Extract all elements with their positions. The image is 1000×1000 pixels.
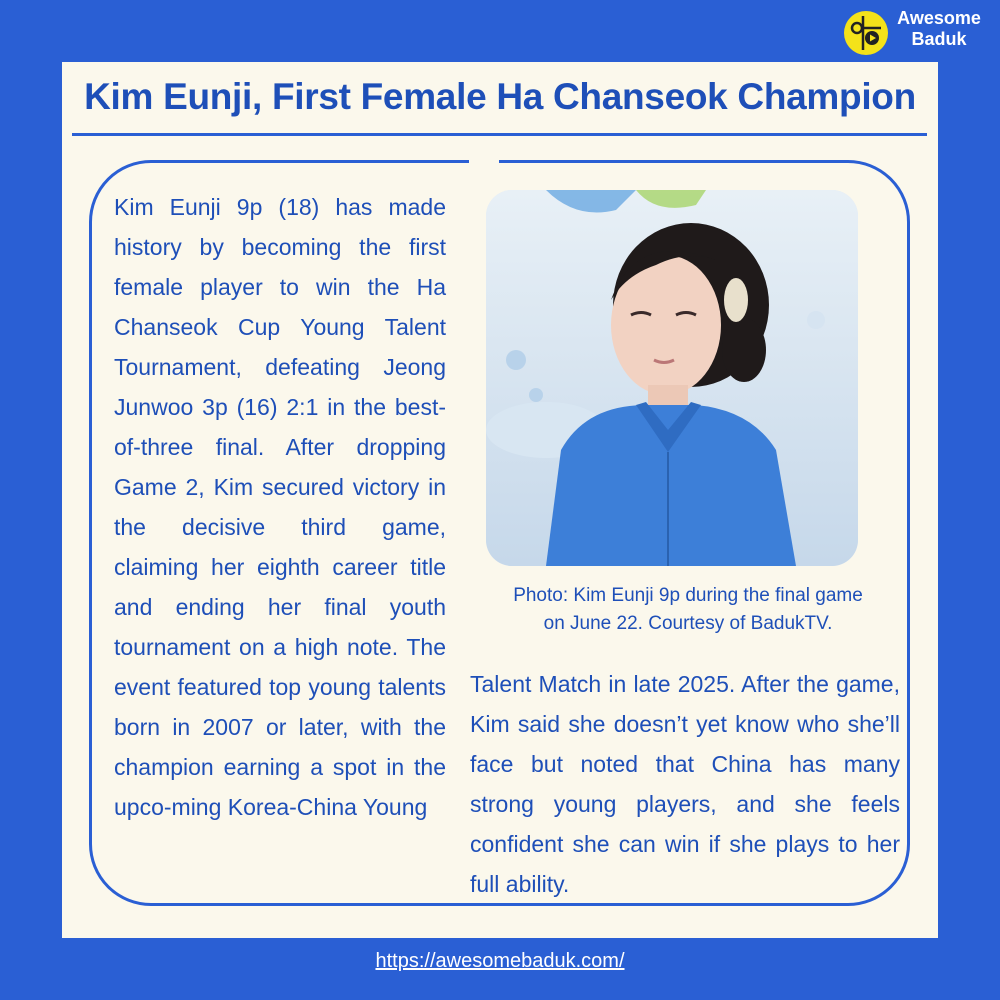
article-photo [486, 190, 858, 566]
website-link[interactable]: https://awesomebaduk.com/ [375, 950, 625, 972]
title-divider [72, 133, 927, 136]
player-photo-illustration [486, 190, 858, 566]
baduk-logo-icon [843, 10, 889, 56]
article-body-left: Kim Eunji 9p (18) has made history by becoming the first female player to win the Ha Chanseok Cup Young Talent Tournament, defeating Jeong Junwoo 3p (16) 2:1 in the best-of-three final. After dropping Game 2, Kim secured victory in the decisive third game, claiming her eighth career title and ending her final youth tournament on a high note. The event featured top young talents born in 2007 or later, with the champion earning a spot in the upco-ming Korea-China Young [114, 194, 446, 820]
photo-caption [468, 582, 908, 638]
article-card [62, 62, 938, 938]
brand-name-line2: Baduk [911, 29, 967, 49]
photo-caption-line2: on June 22. Courtesy of BadukTV. [543, 613, 833, 634]
photo-caption-line1: Photo: Kim Eunji 9p during the final game [513, 585, 863, 606]
brand-logo [843, 6, 993, 56]
frame-gap [469, 158, 499, 166]
article-title: Kim Eunji, First Female Ha Chanseok Champion [84, 76, 916, 117]
brand-name-line1: Awesome [897, 8, 981, 28]
article-body-right: Talent Match in late 2025. After the game, Kim said she doesn’t yet know who she’ll face but noted that China has many strong young players, and she feels confident she can win if she plays to her full ability. [470, 671, 900, 897]
